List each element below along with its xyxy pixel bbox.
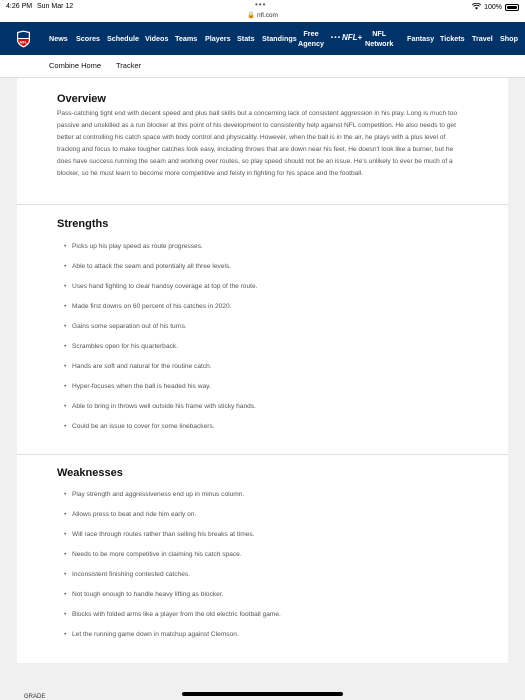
nav-fantasy[interactable]: Fantasy (407, 34, 435, 43)
sub-nav (0, 55, 525, 78)
strengths-section (17, 205, 508, 455)
address-bar[interactable]: 🔒 nfl.com (247, 12, 278, 19)
strength-item: • Hyper-focuses when the ball is headed his way. (72, 383, 211, 390)
nav-nfl-network-line2: Network (365, 38, 394, 48)
subnav-tracker[interactable]: Tracker (116, 61, 142, 70)
strength-item: • Able to attack the seam and potentially all three levels. (72, 263, 231, 270)
weakness-item: • Needs to be more competitive in claiming his catch space. (72, 551, 242, 558)
strength-item: • Scrambles open for his quarterback. (72, 343, 178, 350)
weakness-item: • Not tough enough to handle heavy lifting as blocker. (72, 591, 223, 598)
status-bar (0, 0, 525, 22)
multitask-dots[interactable]: ••• (255, 0, 267, 9)
nav-standings[interactable]: Standings (262, 34, 297, 43)
wifi-icon (472, 3, 481, 12)
strength-item: • Gains some separation out of his turns. (72, 323, 187, 330)
subnav-combine-home[interactable]: Combine Home (49, 61, 102, 70)
weakness-item: • Play strength and aggressiveness end up in minus column. (72, 491, 244, 498)
nav-news[interactable]: News (49, 34, 68, 43)
strength-item: • Hands are soft and natural for the routine catch. (72, 363, 212, 370)
status-date: Sun Mar 12 (37, 3, 74, 10)
weakness-item: • Will race through routes rather than selling his breaks at times. (72, 531, 255, 538)
strength-item: • Uses hand fighting to clear handsy coverage at top of the route. (72, 283, 257, 290)
weakness-item: • Inconsistent finishing contested catches. (72, 571, 190, 578)
prospect-card (17, 78, 508, 663)
nav-shop[interactable]: Shop (500, 34, 518, 43)
overview-title: Overview (57, 93, 106, 105)
nav-tickets[interactable]: Tickets (440, 34, 465, 43)
svg-text:NFL: NFL (19, 39, 28, 45)
strengths-title: Strengths (57, 218, 109, 230)
nfl-shield-logo[interactable] (16, 30, 31, 48)
battery-icon (505, 4, 519, 11)
weaknesses-section (17, 455, 508, 663)
strength-item: • Made first downs on 60 percent of his catches in 2020. (72, 303, 231, 310)
weakness-item: • Blocks with folded arms like a player from the old electric football game. (72, 611, 281, 618)
nav-nfl-network[interactable] (365, 22, 393, 55)
nav-schedule[interactable]: Schedule (107, 34, 139, 43)
overview-section (17, 78, 508, 204)
nav-videos[interactable]: Videos (145, 34, 169, 43)
nav-players[interactable]: Players (205, 34, 231, 43)
overview-text: Pass-catching tight end with decent speed and plus ball skills but a concerning lack of consistent aggression in his play. Long is much too passive and unskilled as a run blocker at this point of his development to consistently help against NFL competition. He also needs to get better at controlling his catch space with body control and physicality. However, when the ball is in the air, he plays with a plus level of tracking and focus to make tougher catches look easy, including throws that are down near his feet. He doesn't look like a burner, but he does have success running the seam and working over routes, so play speed should not be an issue. He's unlikely to ever be much of a blocker, so he must learn to become more competitive and feisty in fighting for his space and the football. (57, 110, 458, 177)
strength-item: • Able to bring in throws well outside his frame with sticky hands. (72, 403, 256, 410)
home-indicator[interactable] (182, 692, 343, 696)
battery-percent: 100% (484, 4, 502, 11)
weakness-item: • Let the running game down in matchup against Clemson. (72, 631, 239, 638)
status-time: 4:26 PM (6, 3, 33, 10)
nav-teams[interactable]: Teams (175, 34, 198, 43)
strength-item: • Picks up his play speed as route progresses. (72, 243, 203, 250)
main-nav (0, 22, 525, 55)
nav-nfl-network-line1: NFL (372, 28, 387, 38)
nav-travel[interactable]: Travel (472, 34, 493, 43)
nav-stats[interactable]: Stats (237, 34, 255, 43)
nav-scores[interactable]: Scores (76, 34, 100, 43)
weaknesses-title: Weaknesses (57, 467, 123, 479)
weakness-item: • Allows press to beat and ride him early on. (72, 511, 196, 518)
nav-free-agency-line2: Agency (298, 38, 324, 48)
more-icon[interactable]: … (330, 29, 341, 41)
strength-item: • Could be an issue to cover for some linebackers. (72, 423, 215, 430)
nav-free-agency-line1: Free (303, 28, 319, 38)
nfl-plus-logo[interactable]: NFL+ (342, 33, 363, 42)
grade-heading-cut: GRADE (24, 694, 46, 700)
nav-free-agency[interactable] (298, 22, 324, 55)
